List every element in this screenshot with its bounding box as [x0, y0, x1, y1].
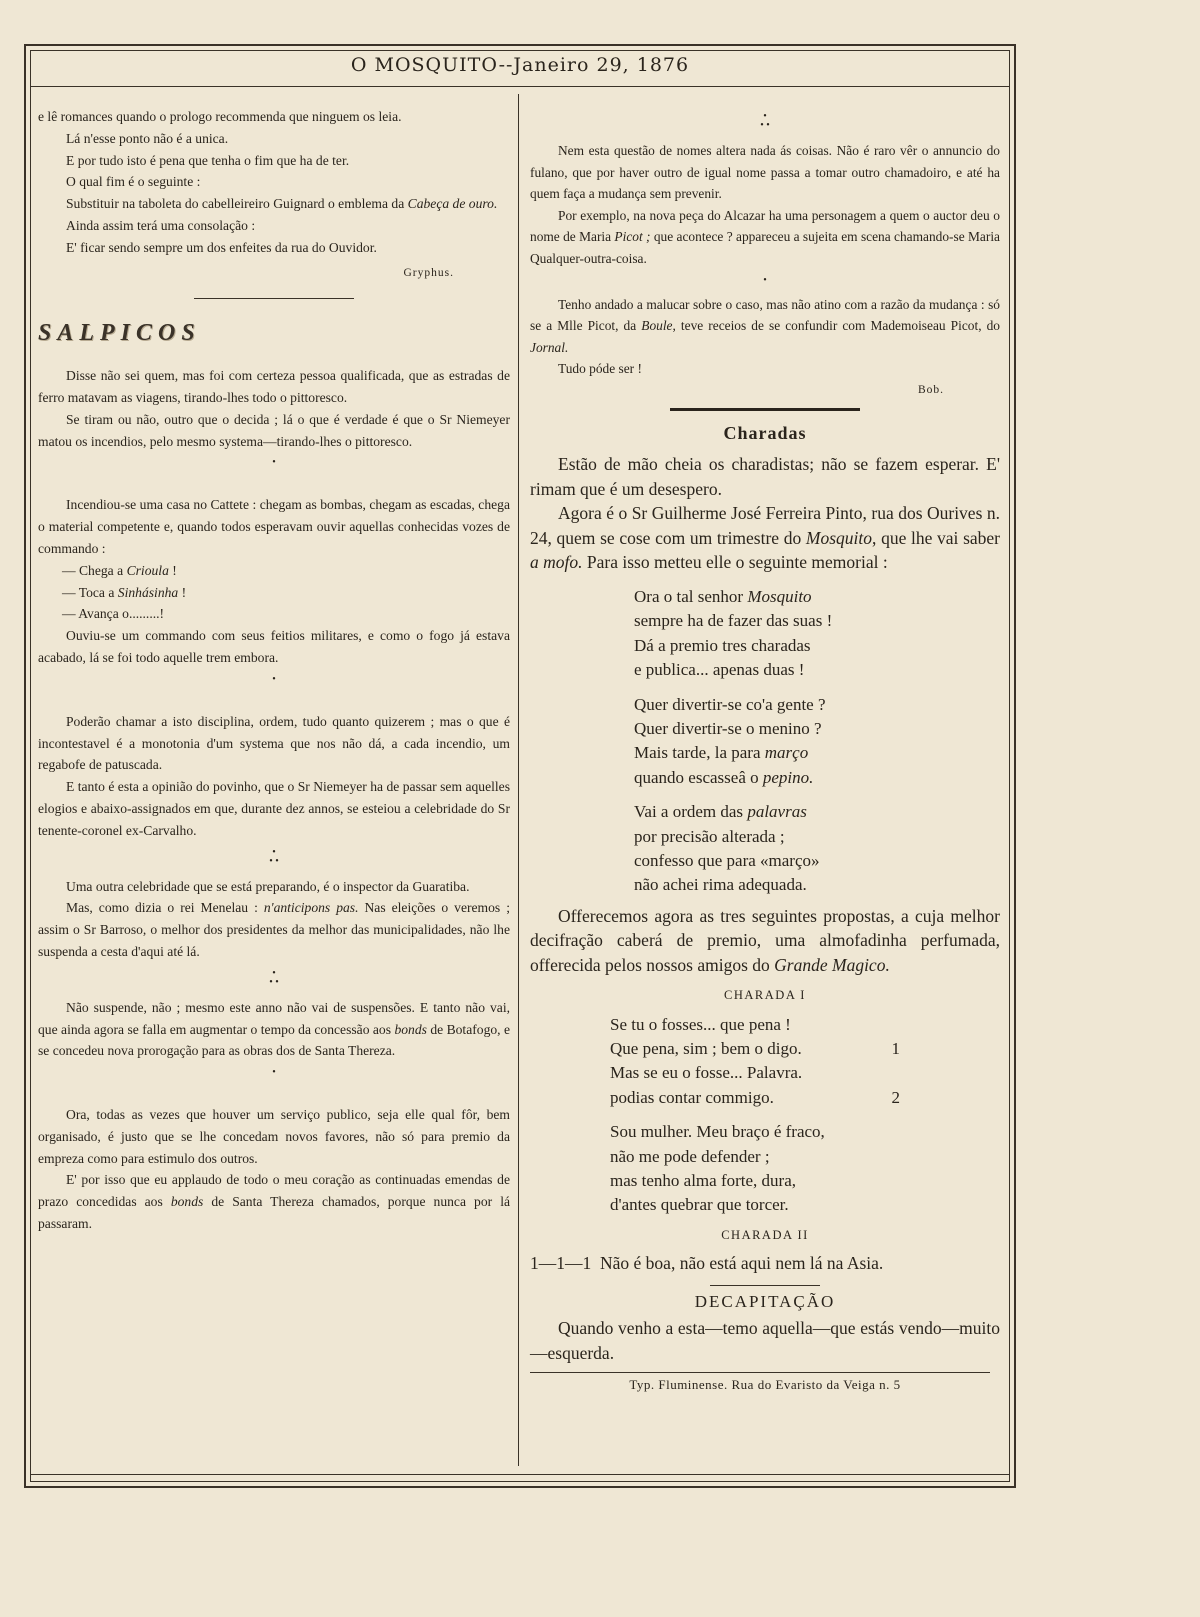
poem-stanza: [634, 585, 1000, 683]
verse-line: mas tenho alma forte, dura,: [610, 1171, 796, 1190]
separator-asterism: • • •: [269, 846, 279, 867]
section-title: DECAPITAÇÃO: [694, 1292, 836, 1312]
separator-dot: •: [272, 1067, 276, 1079]
verse-line: Mais tarde, la para março: [634, 743, 809, 763]
section-title: Charadas: [723, 422, 807, 443]
paragraph: Mas, como dizia o rei Menelau : n'anticipons pas. Nas eleições o veremos ; assim o Sr Barroso, o melhor dos presidentes da melhor das municipalidades, não lhe suspenda a cesta d'aqui até lá.: [38, 900, 510, 959]
paragraph: Tenho andado a malucar sobre o caso, mas não atino com a razão da mudança : só se a Mlle Picot, da Boule, teve receios de se confundir com Mademoiseau Picot, do Jornal.: [530, 296, 1000, 355]
column-divider: [518, 94, 519, 1466]
charada-line: 1—1—1 Não é boa, não está aqui nem lá na Asia.: [530, 1252, 884, 1273]
paragraph: Se tiram ou não, outro que o decida ; lá o que é verdade é que o Sr Niemeyer matou os incendios, pelo mesmo systema—tirando-lhes o pittoresco.: [38, 411, 510, 449]
left-column: [38, 106, 510, 1235]
paragraph: Offerecemos agora as tres seguintes propostas, a cuja melhor decifração caberá de premio, uma almofadinha perfumada, offerecida pelos nossos amigos do Grande Magico.: [530, 905, 1000, 975]
separator-dot: •: [763, 274, 767, 286]
verse-line: e publica... apenas duas !: [634, 660, 805, 680]
command-line: — Chega a Crioula !: [62, 562, 177, 578]
paragraph: Substituir na taboleta do cabelleireiro Guignard o emblema da Cabeça de ouro.: [66, 196, 498, 212]
verse-line: sempre ha de fazer das suas !: [634, 611, 833, 631]
paragraph: Ouviu-se um commando com seus feitios militares, e como o fogo já estava acabado, lá se foi todo aquelle trem embora.: [38, 628, 510, 665]
paragraph: Quando venho a esta—temo aquella—que estás vendo—muito—esquerda.: [530, 1318, 1000, 1363]
command-line: — Avança o.........!: [62, 606, 165, 622]
paragraph: Estão de mão cheia os charadistas; não se fazem esperar. E' rimam que é um desespero.: [530, 453, 1000, 499]
paragraph: Uma outra celebridade que se está preparando, é o inspector da Guaratiba.: [66, 878, 470, 894]
paragraph: E tanto é esta a opinião do povinho, que o Sr Niemeyer ha de passar sem aquelles elogios e abaixo-assignados em que, durante dez annos, se esteiou a celebridade do Sr tenente-coronel ex-Carvalho.: [38, 779, 510, 838]
author-signature: Bob.: [917, 383, 944, 396]
separator-dot: •: [272, 673, 276, 685]
paragraph: Tudo póde ser !: [558, 361, 642, 377]
paragraph: Não suspende, não ; mesmo este anno não vai de suspensões. E tanto não vai, que ainda agora se falla em augmentar o tempo da concessão aos bonds de Botafogo, e se concedeu nova prorogação para as obras dos de Santa Thereza.: [38, 999, 510, 1059]
bottom-rule: [30, 1474, 1010, 1475]
paragraph: E' ficar sendo sempre um dos enfeites da rua do Ouvidor.: [66, 239, 377, 255]
paragraph: E' por isso que eu applaudo de todo o meu coração as continuadas emendas de prazo concedidas aos bonds de Santa Thereza chamados, porque nunca por lá passaram.: [38, 1172, 511, 1232]
separator-asterism: • • •: [269, 967, 279, 988]
paragraph: e lê romances quando o prologo recommenda que ninguem os leia.: [38, 109, 402, 124]
section-rule: [670, 408, 860, 411]
verse-line: podias contar commigo. 2: [610, 1087, 900, 1107]
command-line: — Toca a Sinhásinha !: [62, 584, 187, 600]
paragraph: O qual fim é o seguinte :: [66, 174, 201, 190]
charada-stanza: [610, 1120, 1000, 1218]
paragraph: Incendiou-se uma casa no Cattete : chegam as bombas, chegam as escadas, chega o material competente e, quando todos esperavam ouvir aquellas conhecidas vozes de commando :: [38, 497, 510, 556]
verse-line: d'antes quebrar que torcer.: [610, 1195, 789, 1215]
verse-line: Dá a premio tres charadas: [634, 635, 811, 655]
charada-stanza: [610, 1013, 1000, 1111]
paragraph: E por tudo isto é pena que tenha o fim que ha de ter.: [66, 152, 350, 168]
section-rule: [194, 298, 354, 299]
paragraph: Poderão chamar a isto disciplina, ordem, tudo quanto quizerem ; mas o que é incontestavel é a monotonia d'um systema que nos não dá, a cada incendio, um regabofe de patuscada.: [38, 713, 510, 773]
paragraph: Nem esta questão de nomes altera nada ás coisas. Não é raro vêr o annuncio do fulano, que por haver outro de igual nome passa a tomar outro chamadoiro, e até ha quem faça a mudança sem prevenir.: [530, 143, 1000, 202]
footer-rule: [530, 1372, 990, 1373]
poem-stanza: [634, 693, 1000, 791]
page-header: O MOSQUITO--Janeiro 29, 1876: [350, 54, 690, 76]
paragraph: Lá n'esse ponto não é a unica.: [66, 130, 229, 146]
verse-line: Se tu o fosses... que pena !: [610, 1014, 791, 1034]
verse-line: Vai a ordem das palavras: [634, 802, 807, 822]
verse-line: não achei rima adequada.: [634, 875, 807, 895]
verse-line: Que pena, sim ; bem o digo. 1: [610, 1038, 900, 1058]
paragraph: Por exemplo, na nova peça do Alcazar ha uma personagem a quem o auctor deu o nome de Maria Picot ; que acontece ? appareceu a sujeita em scena chamando-se Maria Qualquer-outra-coisa.: [530, 207, 1000, 266]
charada-title: CHARADA II: [721, 1227, 809, 1242]
verse-line: Sou mulher. Meu braço é fraco,: [610, 1122, 825, 1142]
verse-line: Ora o tal senhor Mosquito: [634, 586, 812, 606]
author-signature: Gryphus.: [403, 266, 454, 279]
paragraph: Disse não sei quem, mas foi com certeza pessoa qualificada, que as estradas de ferro matavam as viagens, tirando-lhes todo o pittoresco.: [38, 368, 510, 405]
verse-line: Quer divertir-se o menino ?: [634, 718, 822, 738]
verse-line: não me pode defender ;: [610, 1146, 770, 1166]
section-title: SALPICOS: [38, 320, 201, 347]
paragraph: Ainda assim terá uma consolação :: [66, 217, 256, 233]
charada-title: CHARADA I: [724, 987, 806, 1002]
poem-stanza: [634, 800, 1000, 898]
paragraph: Ora, todas as vezes que houver um serviço publico, seja elle qual fôr, bem organisado, é justo que se lhe concedam novos favores, não só para premio da empreza como para estimulo dos outros.: [38, 1107, 510, 1166]
printer-imprint: Typ. Fluminense. Rua do Evaristo da Veiga n. 5: [629, 1376, 901, 1392]
separator-asterism: • • •: [760, 111, 770, 131]
verse-line: Mas se eu o fosse... Palavra.: [610, 1063, 803, 1083]
verse-line: quando escasseâ o pepino.: [634, 767, 814, 787]
paragraph: Agora é o Sr Guilherme José Ferreira Pinto, rua dos Ourives n. 24, quem se cose com um trimestre do Mosquito, que lhe vai saber a mofo. Para isso metteu elle o seguinte memorial :: [530, 503, 1000, 573]
right-column: [530, 106, 1000, 1393]
verse-line: Quer divertir-se co'a gente ?: [634, 694, 826, 714]
verse-line: por precisão alterada ;: [634, 826, 785, 846]
separator-dot: •: [272, 457, 276, 469]
verse-line: confesso que para «março»: [634, 850, 820, 870]
section-rule: [710, 1285, 820, 1286]
header-rule: [30, 86, 1010, 87]
